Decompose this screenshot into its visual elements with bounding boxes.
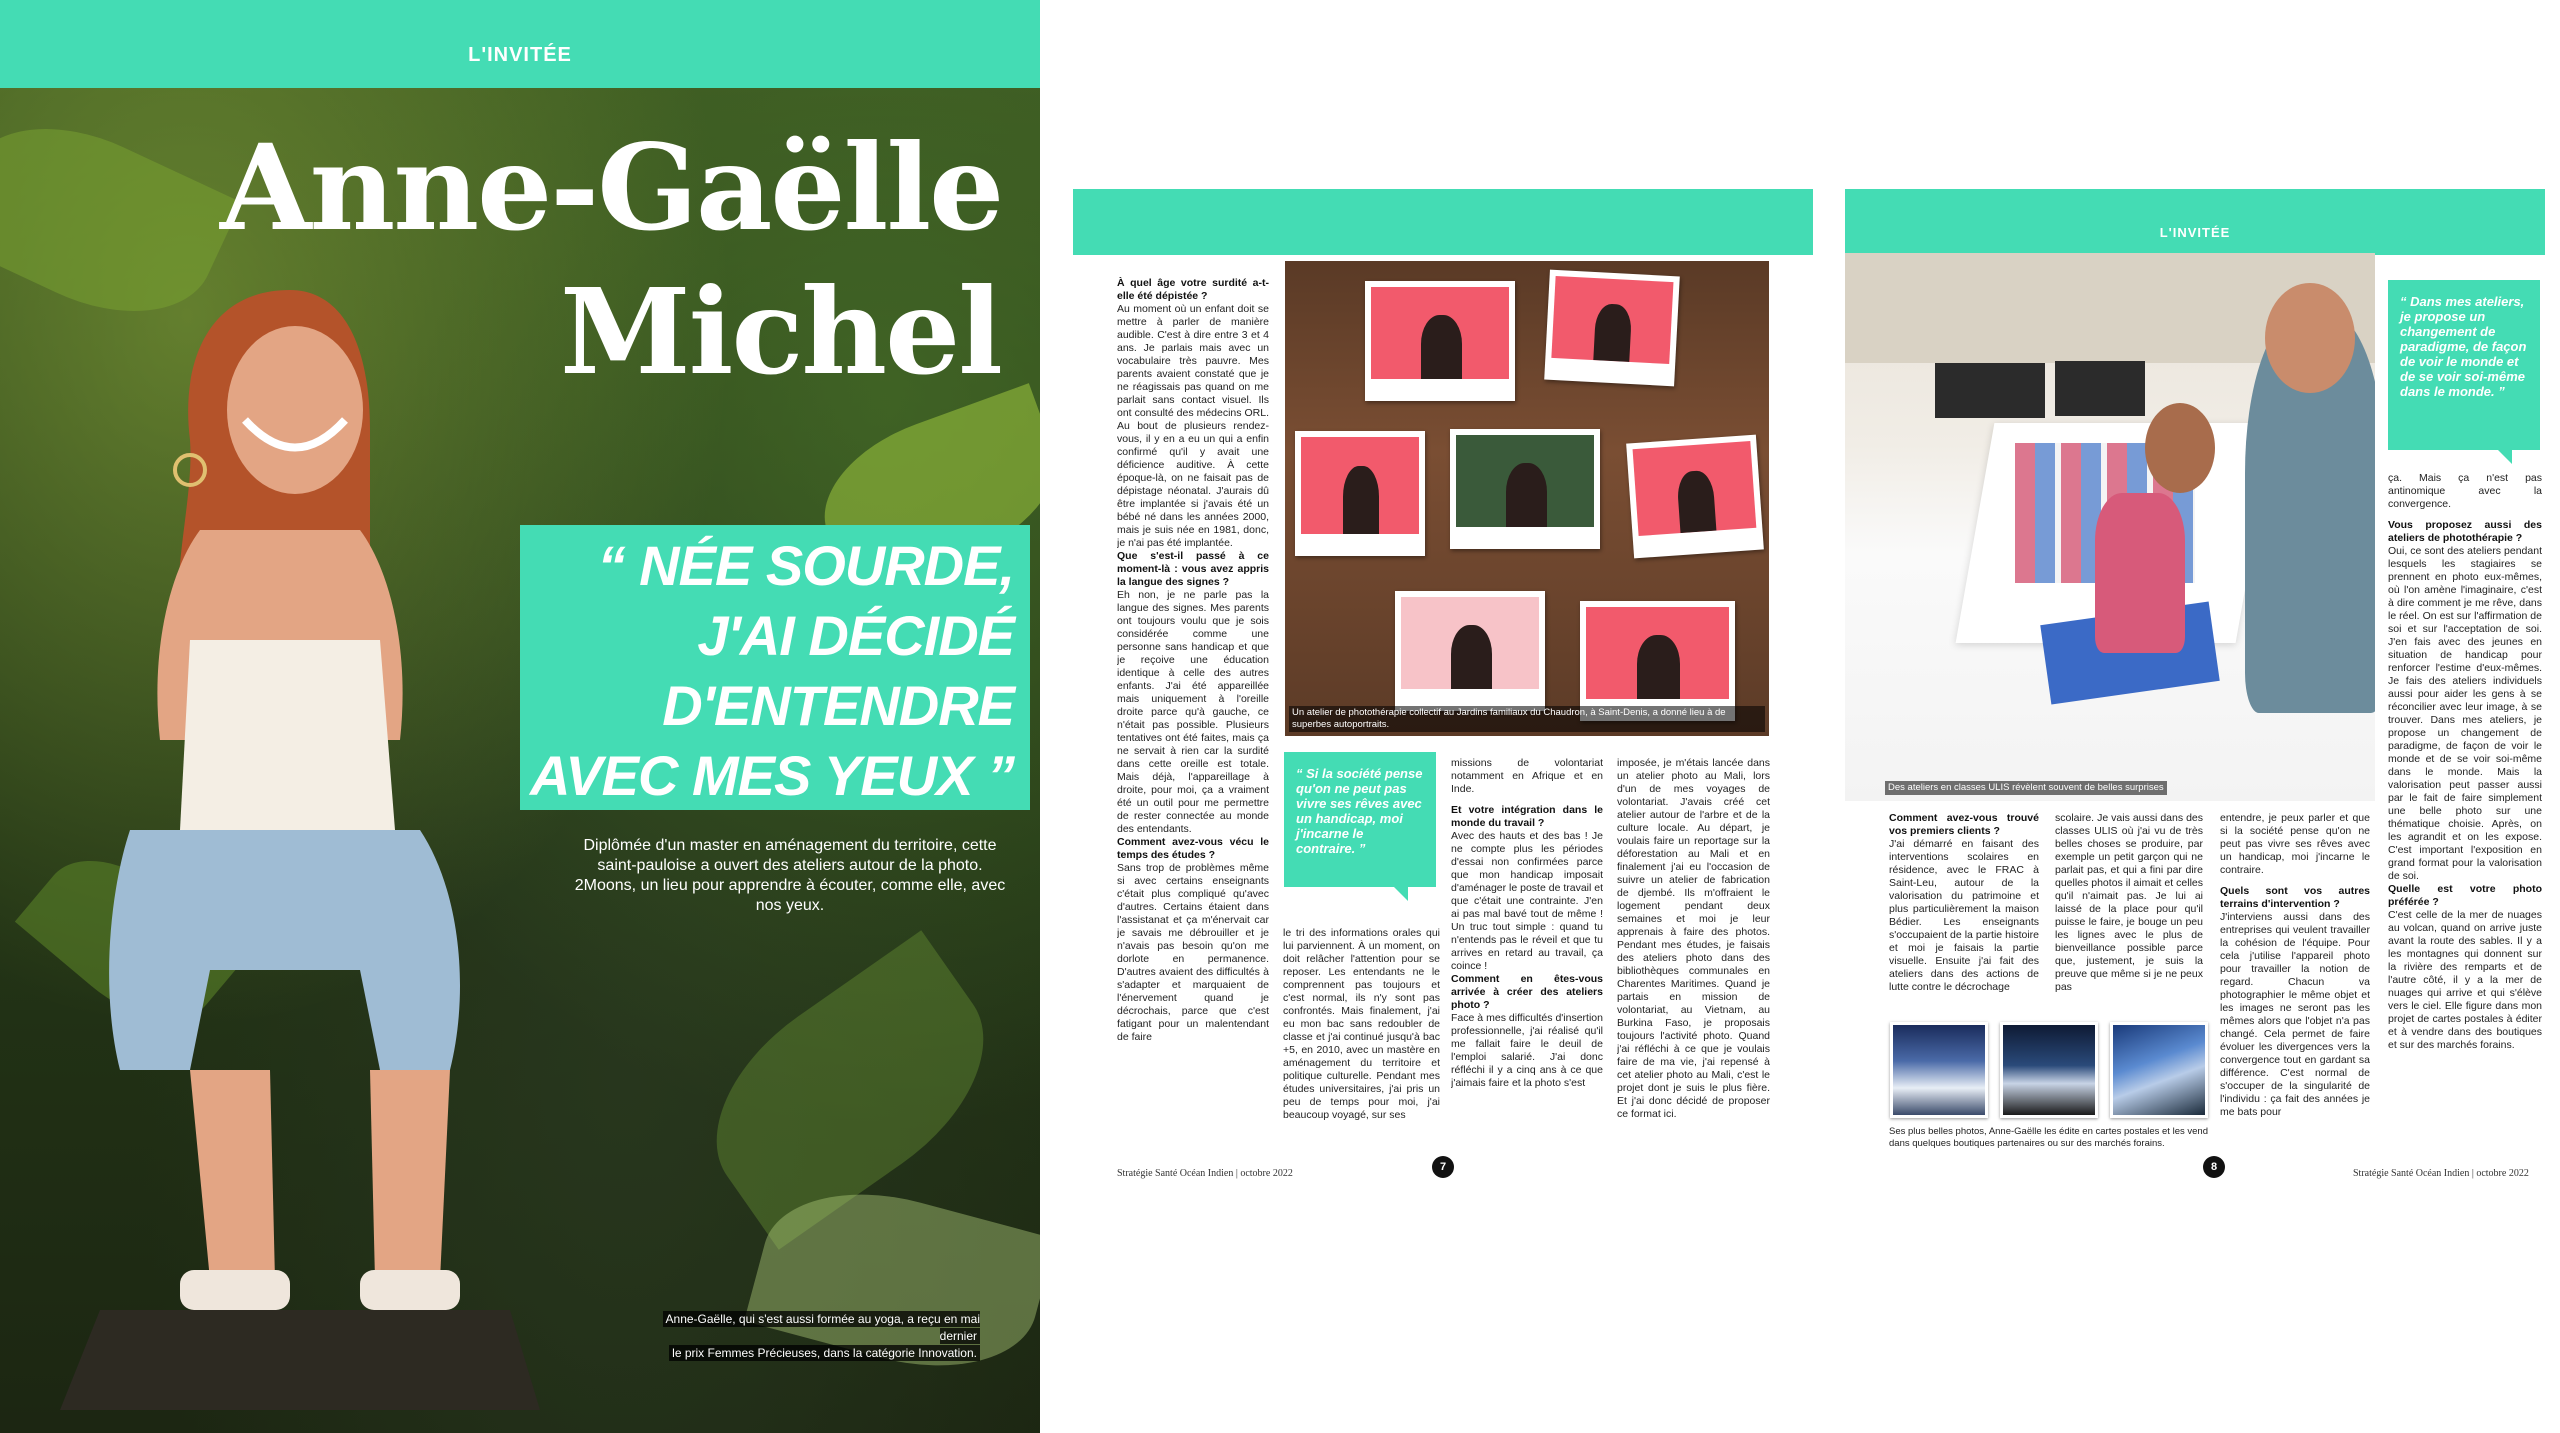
- polaroid: [1580, 601, 1735, 721]
- thumbs-caption: Ses plus belles photos, Anne-Gaëlle les édite en cartes postales et les vend dans quelques boutiques partenaires ou sur des marchés forains.: [1889, 1126, 2208, 1149]
- answer: Au moment où un enfant doit se mettre à parler de manière audible. C'est à dire entre 3 et 4 ans. Je parlais mais avec un vocabulaire très pauvre. Mes parents avaient constaté que je ne réagissais pas quand on me parlait sans contact visuel. Ils ont consulté des médecins ORL. Au bout de plusieurs rendez-vous, il y en a eu un qui a enfin confirmé qu'il y avait une déficience auditive. À cette époque-là, on ne faisait pas de dépistage néonatal. J'aurais dû être implantée si j'avais été un bébé né dans les années 2000, mais je suis née en 1981, donc, je n'ai pas été implantée.: [1117, 303, 1269, 549]
- quote-line: J'AI DÉCIDÉ: [697, 604, 1014, 667]
- page7-footer: Stratégie Santé Océan Indien | octobre 2022: [1117, 1168, 1293, 1179]
- answer: ça. Mais ça n'est pas antinomique avec la convergence.: [2388, 472, 2542, 510]
- answer: Face à mes difficultés d'insertion professionnelle, j'ai réalisé qu'il me fallait faire le deuil de l'emploi salarié. J'ai donc réfléchi il y a cinq ans à ce que j'aimais faire et la photo s'est: [1451, 1012, 1603, 1089]
- portrait-illustration: [40, 270, 560, 1410]
- name-last: Michel: [560, 262, 1001, 401]
- postcard-photo: [2000, 1022, 2098, 1118]
- cover-caption: [632, 1311, 980, 1362]
- page8-band: [1845, 189, 2545, 255]
- polaroid: [1450, 429, 1600, 549]
- workshop-photo: [1285, 261, 1769, 736]
- question: Vous proposez aussi des ateliers de photothérapie ?: [2388, 519, 2542, 544]
- question: Quelle est votre photo préférée ?: [2388, 883, 2542, 908]
- polaroid: [1395, 591, 1545, 711]
- section-label: L'INVITÉE: [468, 44, 572, 66]
- answer: J'interviens aussi dans des entreprises qui veulent travailler la cohésion de l'équipe. Pour cela j'utilise l'appareil photo pour travailler la notion de regard. Chacun va photographier le même objet et les images ne seront pas les mêmes alors que l'objet n'a pas changé. Cela permet de faire évoluer les divergences vers la convergence tout en gardant sa différence. C'est normal de s'occuper de la singularité de l'individu : ça fait des années je me bats pour: [2220, 911, 2370, 1118]
- pullquote: “ Si la société pense qu'on ne peut pas vivre ses rêves avec un handicap, moi j'incarne le contraire. ”: [1284, 752, 1436, 887]
- cover-intro: Diplômée d'un master en aménagement du territoire, cette saint-pauloise a ouvert des ateliers autour de la photo. 2Moons, un lieu pour apprendre à écouter, comme elle, avec nos yeux.: [574, 837, 1006, 914]
- answer: Eh non, je ne parle pas la langue des signes. Mes parents ont toujours voulu que je sois considérée comme une personne sans handicap et que je reçoive une éducation identique à celle des autres enfants. J'ai été appareillée mais uniquement à l'oreille droite parce qu'à gauche, ce n'était pas possible. Plusieurs tentatives ont été faites, mais ça ne servait à rien car la surdité dans cette oreille est totale. Mais déjà, l'appareillage à droite, pour moi, ça a vraiment été un outil pour me permettre de rester connectée au monde des entendants.: [1117, 589, 1269, 835]
- question: Comment avez-vous trouvé vos premiers clients ?: [1889, 812, 2039, 837]
- page8-column-1: [1889, 812, 2039, 1012]
- cover-page: [0, 0, 1040, 1433]
- page8-footer: Stratégie Santé Océan Indien | octobre 2022: [2353, 1168, 2529, 1179]
- caption-line: Anne-Gaëlle, qui s'est aussi formée au yoga, a reçu en mai dernier: [663, 1311, 980, 1344]
- polaroid: [1295, 431, 1425, 556]
- photo-caption: Des ateliers en classes ULIS révèlent souvent de belles surprises: [1885, 781, 2167, 795]
- answer: le tri des informations orales qui lui parviennent. À un moment, on doit relâcher l'attention pour se reposer. Les entendants ne le comprennent pas toujours et c'est normal, ils n'y sont pas confrontés. Mais finalement, j'ai eu mon bac sans redoubler de classe et j'ai continué jusqu'à bac +5, en 2010, avec un mastère en aménagement du territoire et politique culturelle. Pendant mes études universitaires, j'ai pris un peu de temps pour moi, j'ai beaucoup voyagé, sur ses: [1283, 927, 1440, 1121]
- answer: missions de volontariat notamment en Afrique et en Inde.: [1451, 757, 1603, 795]
- answer: J'ai démarré en faisant des interventions scolaires en résidence, avec le FRAC à Saint-Leu, autour de la valorisation du patrimoine et plus particulièrement la maison Bédier. Les enseignants s'occupaient de la partie histoire et moi je faisais la partie visuelle. Ensuite j'ai fait des ateliers dans des actions de lutte contre le décrochage: [1889, 838, 2039, 993]
- page-number: 8: [2203, 1156, 2225, 1178]
- question: Comment avez-vous vécu le temps des études ?: [1117, 836, 1269, 861]
- question: À quel âge votre surdité a-t-elle été dépistée ?: [1117, 277, 1269, 302]
- page8-column-3: [2220, 812, 2370, 1154]
- question: Comment en êtes-vous arrivée à créer des ateliers photo ?: [1451, 973, 1603, 1011]
- name-first: Anne-Gaëlle: [220, 118, 1003, 257]
- page8-column-2: [2055, 812, 2203, 1012]
- answer: C'est celle de la mer de nuages au volcan, quand on arrive juste avant la route des sables. Il y a les montagnes qui donnent sur la rivière des remparts et de l'autre côté, il y a la mer de nuages qui arrive et qui s'élève vers le ciel. Elle figure dans mon projet de cartes postales à éditer et à vendre dans des boutiques et sur des marchés forains.: [2388, 909, 2542, 1051]
- page7-column-3: [1451, 757, 1603, 1152]
- polaroid: [1626, 435, 1764, 559]
- answer: imposée, je m'étais lancée dans un atelier photo au Mali, lors d'un de mes voyages de volontariat. J'avais créé cet atelier autour de l'arbre et de la culture locale. Au départ, je voulais faire un reportage sur la déforestation au Mali et en finalement j'ai eu l'occasion de suivre un atelier de fabrication de djembé. Ils m'offraient le logement pendant deux semaines et moi je leur apprenais à faire des photos. Pendant mes études, je faisais des ateliers photo dans des bibliothèques communales en Charentes Maritimes. Quand je partais en mission de volontariat, au Vietnam, au Burkina Faso, je proposais toujours l'activité photo. Quand j'ai réfléchi à ce que je voulais faire de ma vie, j'ai repensé à cet atelier photo au Mali, c'est le projet dont je suis le plus fière. Et j'ai donc décidé de proposer ce format ici.: [1617, 757, 1770, 1120]
- page7-column-2: [1283, 927, 1440, 1152]
- polaroid: [1365, 281, 1515, 401]
- quote-line: AVEC MES YEUX ”: [530, 744, 1014, 807]
- answer: Sans trop de problèmes même si avec certains enseignants c'était plus compliqué qu'avec d'autres. Certains étaient dans l'assistanat et ça m'énervait car je savais me débrouiller et je n'avais pas besoin qu'on me dorlote en permanence. D'autres avaient des difficultés à s'adapter et marquaient de l'énervement quand je décrochais, parce que c'est fatigant pour un malentendant de faire: [1117, 862, 1269, 1043]
- page8-column-4: [2388, 472, 2542, 1154]
- quote-line: D'ENTENDRE: [662, 674, 1014, 737]
- page7-band: [1073, 189, 1813, 255]
- caption-line: le prix Femmes Précieuses, dans la catégorie Innovation.: [669, 1345, 980, 1361]
- postcard-photo: [2110, 1022, 2208, 1118]
- photo-caption: Un atelier de photothérapie collectif au Jardins familiaux du Chaudron, à Saint-Denis, a donné lieu à de superbes autoportraits.: [1289, 706, 1765, 732]
- section-band: [0, 0, 1040, 88]
- question: Que s'est-il passé à ce moment-là : vous avez appris la langue des signes ?: [1117, 550, 1269, 588]
- page7-column-4: [1617, 757, 1770, 1152]
- question: Et votre intégration dans le monde du travail ?: [1451, 804, 1603, 829]
- classroom-photo: [1845, 253, 2375, 801]
- answer: Avec des hauts et des bas ! Je ne compte plus les périodes d'essai non confirmées parce que mon handicap imposait d'aménager le poste de travail et que c'était une contrainte. J'en ai pas mal bavé tout de même ! Un truc tout simple : quand tu n'entends pas le réveil et que tu arrives en retard au travail, ça coince !: [1451, 830, 1603, 972]
- answer: scolaire. Je vais aussi dans des classes ULIS où j'ai vu de très belles choses se produire, par exemple un petit garçon qui ne parlait pas, et qui a fini par dire quelles photos il aimait et celles qu'il n'aimait pas. Je lui ai laissé de la place pour qu'il puisse le faire, je bouge un peu les lignes avec le plus de bienveillance possible parce que, justement, je suis la preuve que même si je ne peux pas: [2055, 812, 2203, 993]
- answer: Oui, ce sont des ateliers pendant lesquels les stagiaires se prennent en photo eux-mêmes, où l'on amène l'imaginaire, c'est à dire comment je me rêve, dans le réel. On est sur l'affirmation de soi et sur l'acceptation de soi. J'en fais avec des jeunes en situation de handicap pour renforcer l'estime d'eux-mêmes. Je fais des ateliers individuels aussi pour aider les gens à se réconcilier avec leur image, à se trouver. Dans mes ateliers, je propose un changement de paradigme, de façon de voir le monde et de se voir soi-même dans le monde. Mais la valorisation peut passer aussi par le fait de faire simplement une belle photo sur une thématique choisie. Après, on les agrandit et on les expose. C'est important l'exposition en grand format pour la valorisation de soi.: [2388, 545, 2542, 882]
- quote-line: “ NÉE SOURDE,: [597, 534, 1014, 597]
- page-number: 7: [1432, 1156, 1454, 1178]
- section-label: L'INVITÉE: [2159, 225, 2231, 240]
- page7-column-1: [1117, 277, 1269, 1137]
- pullquote: “ Dans mes ateliers, je propose un changement de paradigme, de façon de voir le monde et de se voir soi-même dans le monde. ”: [2388, 280, 2540, 450]
- polaroid: [1544, 270, 1680, 387]
- answer: entendre, je peux parler et que si la société pense qu'on ne peut pas vivre ses rêves avec un handicap, moi j'incarne le contraire.: [2220, 812, 2370, 876]
- question: Quels sont vos autres terrains d'intervention ?: [2220, 885, 2370, 910]
- postcard-photo: [1890, 1022, 1988, 1118]
- cover-quote: [520, 525, 1030, 810]
